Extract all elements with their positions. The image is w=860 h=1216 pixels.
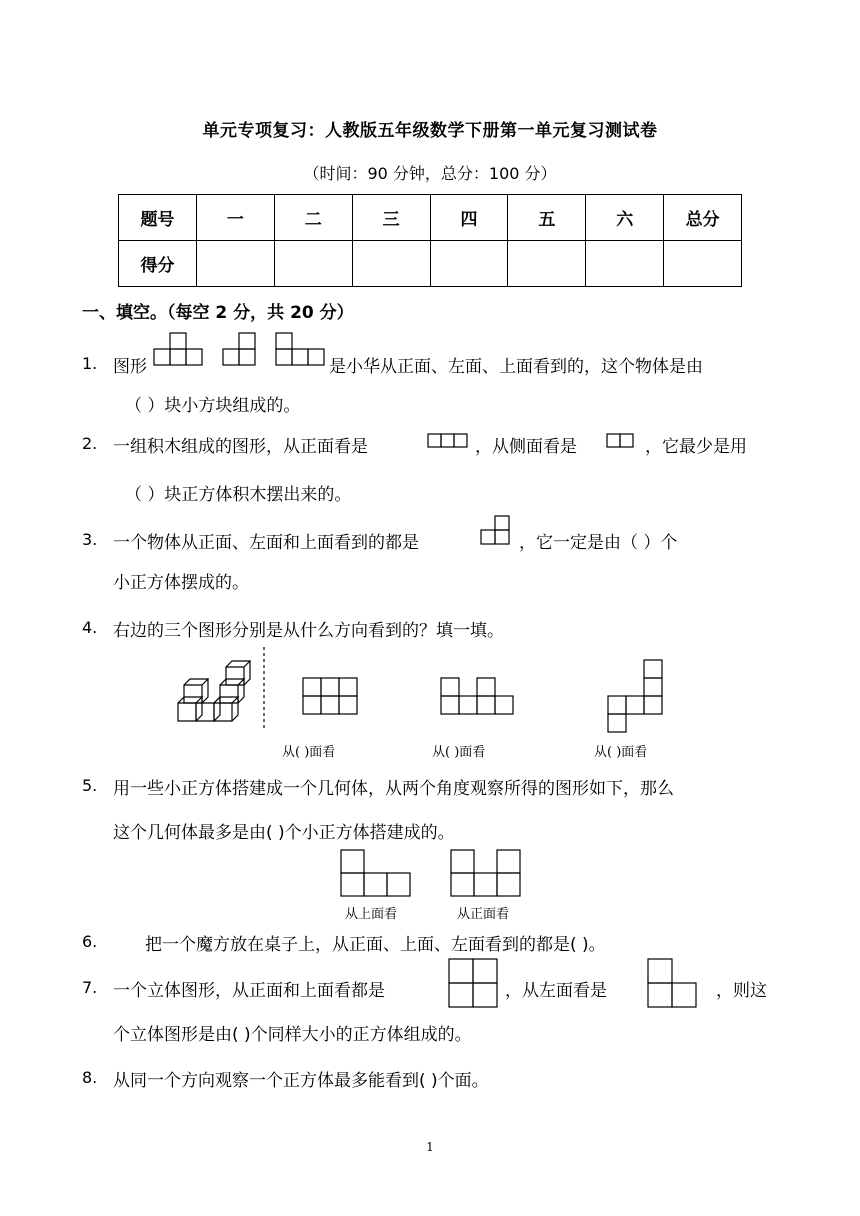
question-text: ，则这 bbox=[716, 981, 767, 1001]
question-text: ，从左面看是 bbox=[505, 981, 607, 1001]
header-cell: 六 bbox=[586, 195, 664, 241]
q1-views-figure bbox=[153, 330, 333, 368]
header-cell: 三 bbox=[352, 195, 430, 241]
q4-view-3 bbox=[608, 660, 662, 732]
score-cell[interactable] bbox=[352, 241, 430, 287]
question-number: 6. bbox=[82, 932, 98, 951]
header-cell: 二 bbox=[274, 195, 352, 241]
question-text: 一个物体从正面、左面和上面看到的都是 bbox=[113, 533, 419, 553]
figure-caption: 从( )面看 bbox=[282, 745, 336, 760]
score-cell[interactable] bbox=[196, 241, 274, 287]
q2-side-view-figure bbox=[606, 432, 638, 450]
row-label: 得分 bbox=[119, 241, 197, 287]
q5-views-figure bbox=[338, 848, 528, 900]
question-text: 从同一个方向观察一个正方体最多能看到( )个面。 bbox=[113, 1071, 489, 1091]
question-text: 图形 bbox=[113, 357, 147, 377]
header-cell: 五 bbox=[508, 195, 586, 241]
answer-blank-line: （ ）块小方块组成的。 bbox=[125, 396, 301, 416]
q4-solid-figure bbox=[178, 661, 250, 721]
question-text: 用一些小正方体搭建成一个几何体，从两个角度观察所得的图形如下，那么 bbox=[113, 779, 674, 799]
exam-info: （时间：90 分钟，总分：100 分） bbox=[303, 164, 557, 183]
q7-front-top-view-figure bbox=[448, 958, 500, 1010]
q4-figures bbox=[170, 645, 690, 737]
score-cell[interactable] bbox=[664, 241, 742, 287]
figure-caption: 从( )面看 bbox=[432, 745, 486, 760]
section-heading: 一、填空。（每空 2 分，共 20 分） bbox=[82, 303, 354, 323]
question-text: 是小华从正面、左面、上面看到的，这个物体是由 bbox=[329, 357, 703, 377]
question-text: 个立体图形是由( )个同样大小的正方体组成的。 bbox=[113, 1025, 472, 1045]
header-cell: 题号 bbox=[119, 195, 197, 241]
figure-caption: 从上面看 bbox=[345, 907, 398, 922]
q7-left-view-figure bbox=[647, 958, 699, 1010]
score-cell[interactable] bbox=[430, 241, 508, 287]
question-number: 7. bbox=[82, 978, 98, 997]
question-text: 一个立体图形，从正面和上面看都是 bbox=[113, 981, 385, 1001]
question-number: 8. bbox=[82, 1068, 98, 1087]
q2-front-view-figure bbox=[427, 432, 471, 450]
score-cell[interactable] bbox=[508, 241, 586, 287]
question-text: ，它最少是用 bbox=[645, 437, 747, 457]
header-cell: 总分 bbox=[664, 195, 742, 241]
q4-view-2 bbox=[441, 678, 513, 714]
question-text: 小正方体摆成的。 bbox=[113, 573, 249, 593]
question-text: 把一个魔方放在桌子上，从正面、上面、左面看到的都是( )。 bbox=[145, 935, 606, 955]
question-number: 1. bbox=[82, 354, 98, 373]
answer-blank-line: （ ）块正方体积木摆出来的。 bbox=[125, 485, 352, 505]
q3-view-figure bbox=[480, 515, 514, 547]
question-number: 3. bbox=[82, 530, 98, 549]
score-table bbox=[118, 194, 742, 287]
question-text: ，从侧面看是 bbox=[475, 437, 577, 457]
score-table-header-row bbox=[119, 195, 742, 241]
header-cell: 四 bbox=[430, 195, 508, 241]
question-text: 右边的三个图形分别是从什么方向看到的？填一填。 bbox=[113, 621, 504, 641]
question-text: 一组积木组成的图形，从正面看是 bbox=[113, 437, 368, 457]
header-cell: 一 bbox=[196, 195, 274, 241]
score-table-score-row bbox=[119, 241, 742, 287]
question-number: 5. bbox=[82, 776, 98, 795]
question-text: ，它一定是由（ ）个 bbox=[519, 533, 678, 553]
figure-caption: 从( )面看 bbox=[594, 745, 648, 760]
page-title: 单元专项复习：人教版五年级数学下册第一单元复习测试卷 bbox=[202, 121, 658, 141]
question-number: 4. bbox=[82, 618, 98, 637]
q4-view-1 bbox=[303, 678, 357, 714]
question-text: 这个几何体最多是由( )个小正方体搭建成的。 bbox=[113, 823, 455, 843]
question-number: 2. bbox=[82, 434, 98, 453]
page-number: 1 bbox=[426, 1140, 434, 1154]
figure-caption: 从正面看 bbox=[457, 907, 510, 922]
score-cell[interactable] bbox=[586, 241, 664, 287]
score-cell[interactable] bbox=[274, 241, 352, 287]
